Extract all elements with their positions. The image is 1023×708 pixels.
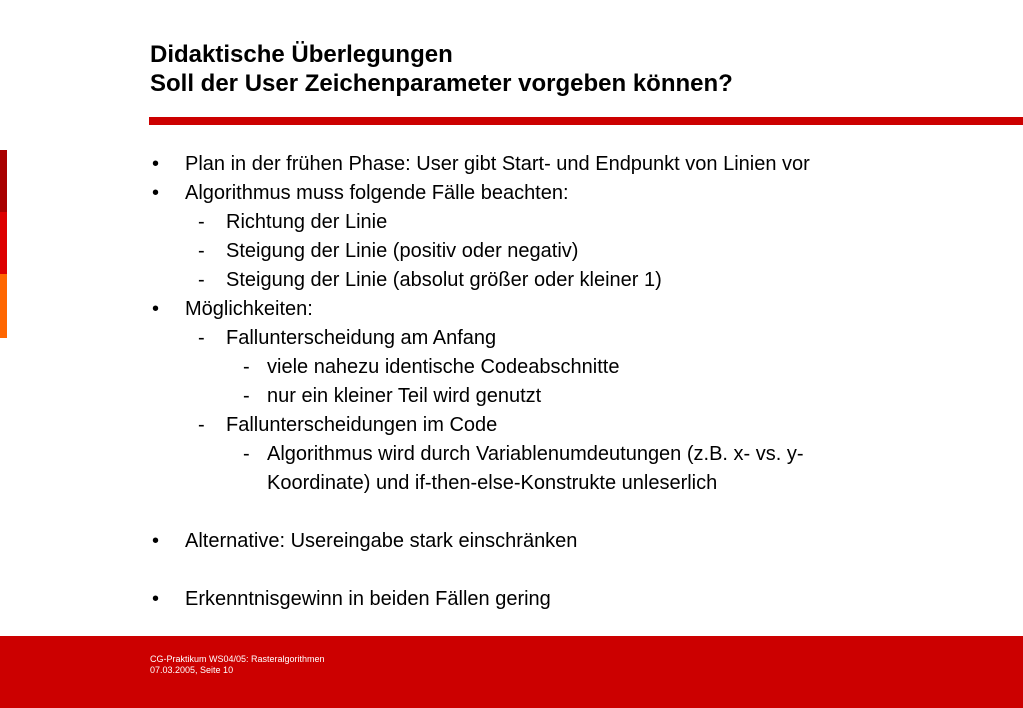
dash-marker: - — [243, 356, 250, 378]
sub-sub-bullet-item — [148, 353, 1018, 382]
sub-bullet-item — [148, 208, 1018, 237]
side-tab-orange — [0, 274, 7, 338]
sub-bullet-text: Steigung der Linie (absolut größer oder kleiner 1) — [226, 269, 662, 291]
dash-marker: - — [198, 211, 205, 233]
sub-sub-bullet-text-line-2: Koordinate) und if-then-else-Konstrukte unleserlich — [267, 472, 718, 494]
bullet-text: Alternative: Usereingabe stark einschränken — [185, 530, 578, 552]
side-tab-red — [0, 212, 7, 274]
bullet-item — [148, 179, 1018, 208]
sub-sub-bullet-item — [148, 440, 1018, 469]
footer-date-page: 07.03.2005, Seite 10 — [150, 665, 234, 675]
title-underline-rule — [149, 117, 1023, 125]
bullet-text: Algorithmus muss folgende Fälle beachten: — [185, 182, 569, 204]
sub-bullet-text: Richtung der Linie — [226, 211, 388, 233]
sub-bullet-item — [148, 266, 1018, 295]
dash-marker: - — [243, 385, 250, 407]
slide-title-line-2: Soll der User Zeichenparameter vorgeben können? — [150, 70, 733, 97]
sub-sub-bullet-text: nur ein kleiner Teil wird genutzt — [267, 385, 542, 407]
sub-bullet-text: Fallunterscheidung am Anfang — [226, 327, 497, 349]
bullet-marker: • — [152, 153, 160, 175]
sub-sub-bullet-text-line-1: Algorithmus wird durch Variablenumdeutungen (z.B. x- vs. y- — [267, 443, 804, 465]
sub-sub-bullet-continuation — [148, 469, 1018, 498]
bullet-text: Plan in der frühen Phase: User gibt Start- und Endpunkt von Linien vor — [185, 153, 810, 175]
blank-line — [148, 556, 1018, 585]
sub-sub-bullet-text: viele nahezu identische Codeabschnitte — [267, 356, 620, 378]
bullet-item — [148, 295, 1018, 324]
slide-footer — [0, 636, 1023, 708]
sub-bullet-item — [148, 237, 1018, 266]
dash-marker: - — [198, 240, 205, 262]
sub-bullet-item — [148, 324, 1018, 353]
bullet-text: Möglichkeiten: — [185, 298, 313, 320]
sub-bullet-text: Fallunterscheidungen im Code — [226, 414, 498, 436]
dash-marker: - — [198, 269, 205, 291]
bullet-text: Erkenntnisgewinn in beiden Fällen gering — [185, 588, 551, 610]
slide-content — [148, 150, 1018, 614]
bullet-marker: • — [152, 530, 160, 552]
footer-course-title: CG-Praktikum WS04/05: Rasteralgorithmen — [150, 654, 325, 664]
side-tab-dark — [0, 150, 7, 212]
sub-bullet-item — [148, 411, 1018, 440]
dash-marker: - — [243, 443, 250, 465]
sub-sub-bullet-item — [148, 382, 1018, 411]
slide-title — [150, 40, 1010, 98]
bullet-item — [148, 150, 1018, 179]
dash-marker: - — [198, 327, 205, 349]
sub-bullet-text: Steigung der Linie (positiv oder negativ) — [226, 240, 579, 262]
dash-marker: - — [198, 414, 205, 436]
bullet-item — [148, 585, 1018, 614]
bullet-marker: • — [152, 298, 160, 320]
blank-line — [148, 498, 1018, 527]
slide-title-line-1: Didaktische Überlegungen — [150, 41, 453, 68]
bullet-marker: • — [152, 182, 160, 204]
bullet-item — [148, 527, 1018, 556]
bullet-marker: • — [152, 588, 160, 610]
